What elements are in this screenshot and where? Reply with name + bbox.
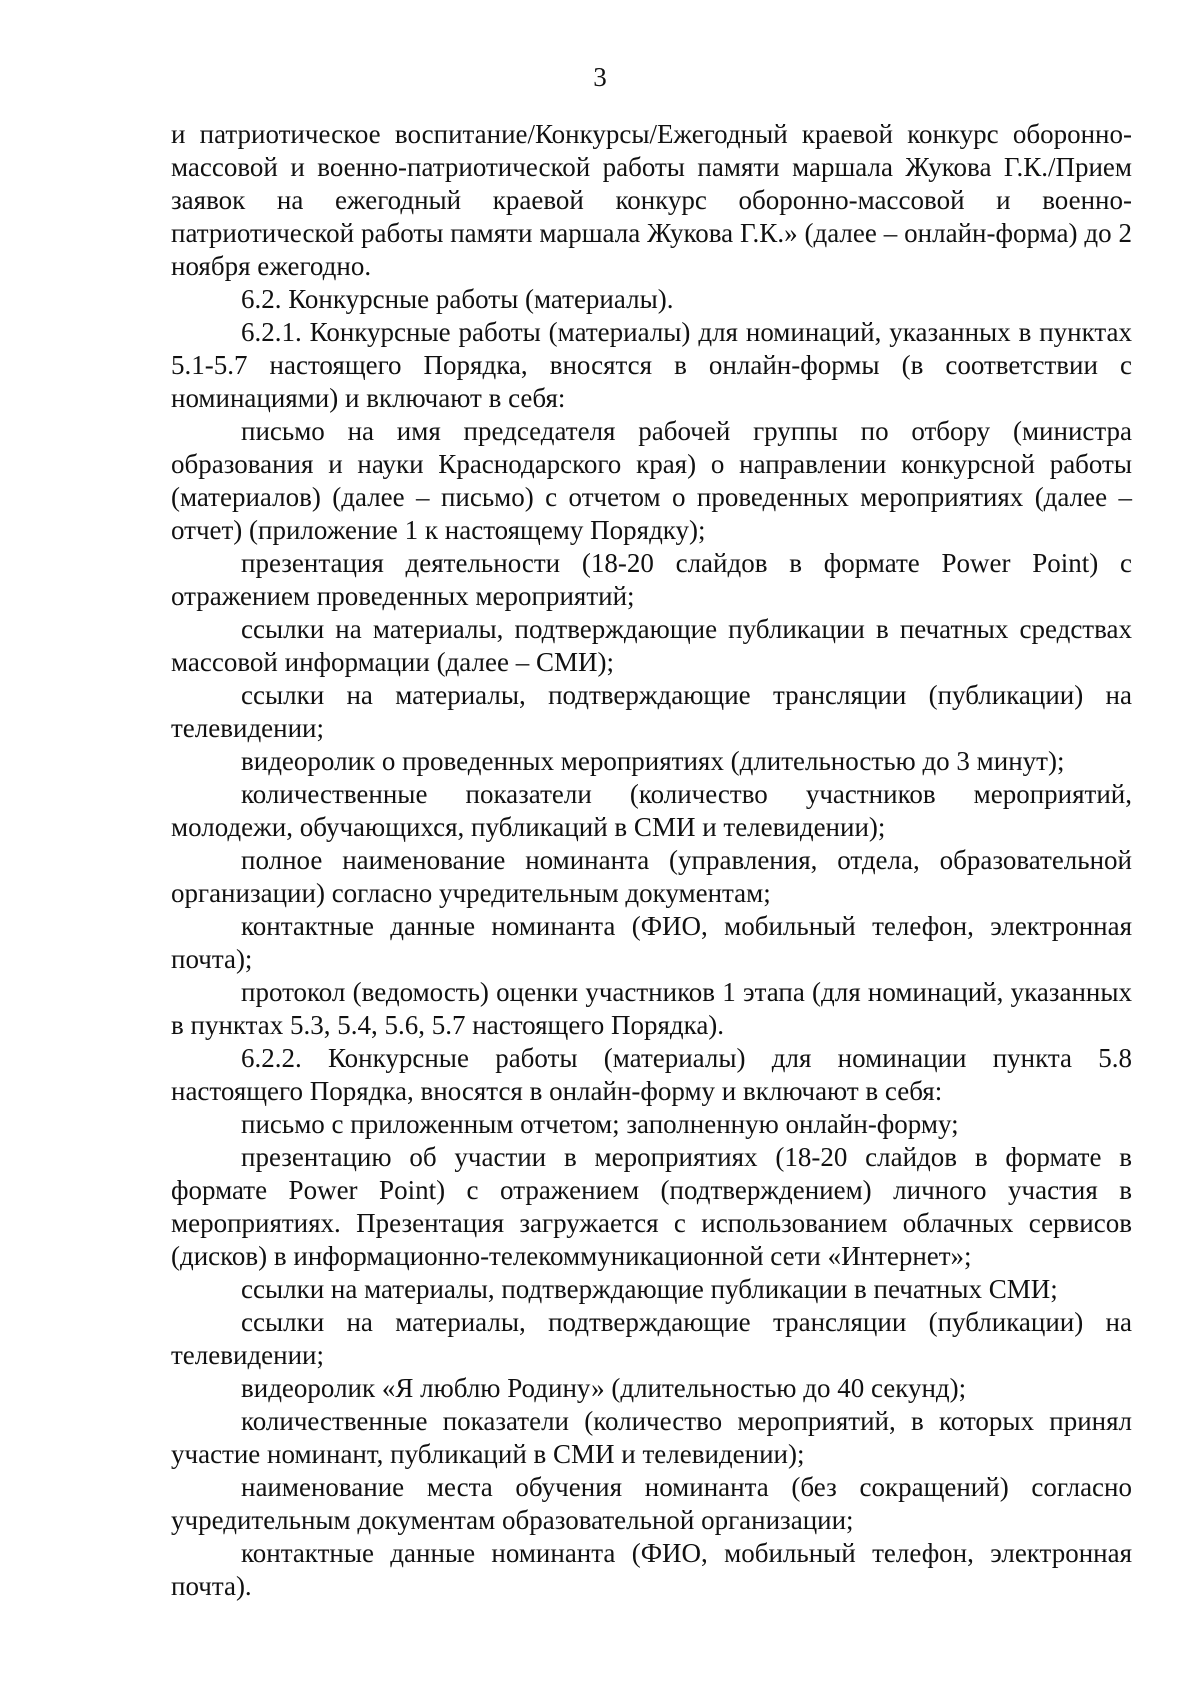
list-item: ссылки на материалы, подтверждающие трансляции (публикации) на телевидении;	[171, 1307, 1132, 1370]
page-number: 3	[593, 62, 607, 92]
list-item: письмо на имя председателя рабочей группы по отбору (министра образования и науки Краснодарского края) о направлении конкурсной работы (материалов) (далее – письмо) с отчетом о проведенных мероприятиях (далее – отчет) (приложение 1 к настоящему Порядку);	[171, 416, 1132, 545]
paragraph-continuation: и патриотическое воспитание/Конкурсы/Ежегодный краевой конкурс оборонно-массовой и военно-патриотической работы памяти маршала Жукова Г.К./Прием заявок на ежегодный краевой конкурс оборонно-массовой и военно-патриотической работы памяти маршала Жукова Г.К.» (далее – онлайн-форма) до 2 ноября ежегодно.	[171, 119, 1132, 281]
list-item: наименование места обучения номинанта (без сокращений) согласно учредительным документам образовательной организации;	[171, 1472, 1132, 1535]
list-item: количественные показатели (количество участников мероприятий, молодежи, обучающихся, публикаций в СМИ и телевидении);	[171, 779, 1132, 842]
list-item: видеоролик о проведенных мероприятиях (длительностью до 3 минут);	[241, 746, 1065, 776]
list-item: презентация деятельности (18-20 слайдов в формате Power Point) с отражением проведенных мероприятий;	[171, 548, 1132, 611]
list-item: протокол (ведомость) оценки участников 1 этапа (для номинаций, указанных в пунктах 5.3, 5.4, 5.6, 5.7 настоящего Порядка).	[171, 977, 1132, 1040]
list-item: полное наименование номинанта (управления, отдела, образовательной организации) согласно учредительным документам;	[171, 845, 1132, 908]
list-item: ссылки на материалы, подтверждающие публикации в печатных СМИ;	[241, 1274, 1058, 1304]
list-item: презентацию об участии в мероприятиях (18-20 слайдов в формате в формате Power Point) с отражением (подтверждением) личного участия в мероприятиях. Презентация загружается с использованием облачных сервисов (дисков) в информационно-телекоммуникационной сети «Интернет»;	[171, 1142, 1132, 1271]
section-heading-6-2: 6.2. Конкурсные работы (материалы).	[241, 284, 674, 314]
list-item: ссылки на материалы, подтверждающие публикации в печатных средствах массовой информации (далее – СМИ);	[171, 614, 1132, 677]
list-item: контактные данные номинанта (ФИО, мобильный телефон, электронная почта).	[171, 1538, 1132, 1601]
list-item: контактные данные номинанта (ФИО, мобильный телефон, электронная почта);	[171, 911, 1132, 974]
paragraph-6-2-2: 6.2.2. Конкурсные работы (материалы) для номинации пункта 5.8 настоящего Порядка, вносятся в онлайн-форму и включают в себя:	[171, 1043, 1132, 1106]
list-item: письмо с приложенным отчетом; заполненную онлайн-форму;	[241, 1109, 959, 1139]
list-item: ссылки на материалы, подтверждающие трансляции (публикации) на телевидении;	[171, 680, 1132, 743]
list-item: видеоролик «Я люблю Родину» (длительностью до 40 секунд);	[241, 1373, 967, 1403]
paragraph-6-2-1: 6.2.1. Конкурсные работы (материалы) для номинаций, указанных в пунктах 5.1-5.7 настоящего Порядка, вносятся в онлайн-формы (в соответствии с номинациями) и включают в себя:	[171, 317, 1132, 413]
list-item: количественные показатели (количество мероприятий, в которых принял участие номинант, публикаций в СМИ и телевидении);	[171, 1406, 1132, 1469]
document-body	[171, 118, 1132, 1603]
